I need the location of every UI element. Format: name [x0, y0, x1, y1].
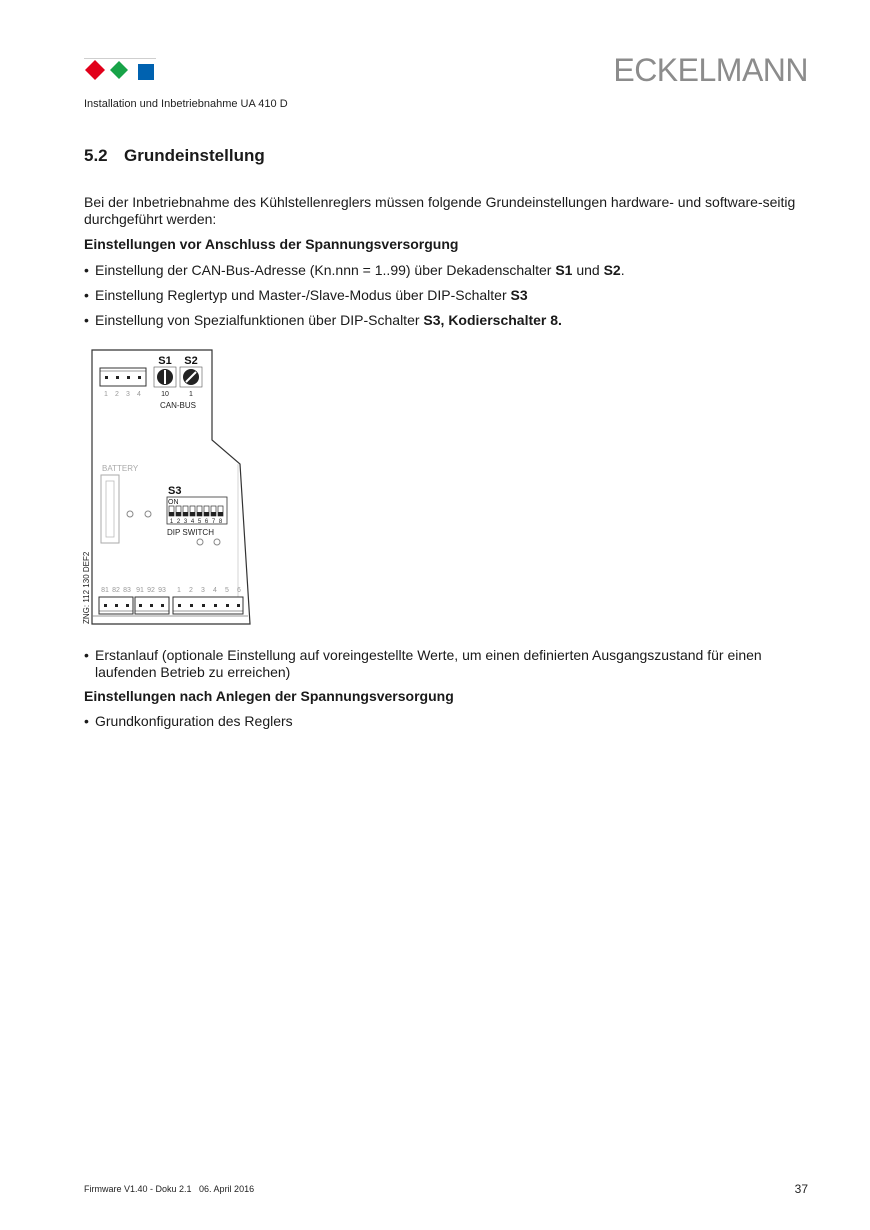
- list-item-bold: S3, Kodierschalter 8.: [423, 312, 562, 328]
- list-item: [84, 262, 804, 279]
- dip-number: 1: [169, 519, 174, 525]
- list-item-text: Einstellung der CAN-Bus-Adresse (Kn.nnn = 1..99) über Dekadenschalter: [95, 262, 556, 278]
- pin-label: 82: [112, 587, 120, 594]
- bullet-icon: •: [84, 713, 89, 729]
- list-item: [84, 713, 804, 730]
- pin-label: 92: [147, 587, 155, 594]
- pin-label: 1: [177, 587, 181, 594]
- battery-label: BATTERY: [102, 464, 139, 473]
- list-item-text: Einstellung von Spezialfunktionen über DIP-Schalter: [95, 312, 424, 328]
- page-number: 37: [794, 1182, 808, 1196]
- bullet-icon: •: [84, 287, 89, 303]
- dip-number: 2: [176, 519, 181, 525]
- list-item-bold: S3: [510, 287, 528, 303]
- pin-label: 6: [237, 587, 241, 594]
- list-item-text: und: [572, 262, 604, 278]
- terminal-block-icon: [135, 597, 169, 614]
- s1-rotary-switch-icon: [154, 367, 176, 387]
- terminal-block-icon: [173, 597, 243, 614]
- list-item-text: Grundkonfiguration des Reglers: [95, 713, 293, 729]
- list-item-text: Einstellung Reglertyp und Master-/Slave-Modus über DIP-Schalter: [95, 287, 511, 303]
- section-heading: [84, 146, 265, 166]
- list-item-text: Erstanlauf (optionale Einstellung auf voreingestellte Werte, um einen definierten Ausgangszustand für einen laufenden Betrieb zu erreichen): [95, 647, 762, 680]
- brand-wordmark: ECKELMANN: [613, 52, 808, 88]
- intro-paragraph: Bei der Inbetriebnahme des Kühlstellenreglers müssen folgende Grundeinstellungen hardware- und software-seitig durchgeführt werden:: [84, 194, 796, 227]
- pin-label: 3: [126, 391, 130, 398]
- dip-number: 4: [190, 519, 195, 525]
- s2-value: 1: [189, 391, 193, 398]
- can-bus-label: CAN-BUS: [159, 401, 197, 410]
- list-item-text: .: [620, 262, 625, 278]
- dip-switch-label: DIP SWITCH: [167, 528, 214, 537]
- list-item-bold: S1: [555, 262, 573, 278]
- pin-label: 83: [123, 587, 131, 594]
- controller-board-figure: [80, 346, 260, 628]
- section-number: 5.2: [84, 146, 108, 165]
- pin-label: 5: [225, 587, 229, 594]
- bullet-icon: •: [84, 262, 89, 278]
- pin-label: 4: [213, 587, 217, 594]
- pin-label: 4: [137, 391, 141, 398]
- pin-label: 91: [136, 587, 144, 594]
- block2-heading: Einstellungen nach Anlegen der Spannungsversorgung: [84, 688, 454, 704]
- pin-label: 2: [115, 391, 119, 398]
- s2-label: S2: [184, 355, 198, 367]
- pin-label: 93: [158, 587, 166, 594]
- dip-number: 6: [204, 519, 209, 525]
- list-item: [84, 312, 804, 329]
- drawing-id: ZNG: 112 130 DEF2: [82, 551, 91, 624]
- block1-heading: Einstellungen vor Anschluss der Spannungsversorgung: [84, 236, 459, 252]
- pin-label: 81: [101, 587, 109, 594]
- pin-label: 1: [104, 391, 108, 398]
- section-title: Grundeinstellung: [124, 146, 265, 165]
- dip-number: 5: [197, 519, 202, 525]
- footer-version: Firmware V1.40 - Doku 2.1 06. April 2016: [84, 1184, 255, 1194]
- s3-label: S3: [168, 485, 182, 497]
- bullet-icon: •: [84, 647, 89, 663]
- list-item-bold: S2: [603, 262, 621, 278]
- s1-label: S1: [158, 355, 172, 367]
- s2-rotary-switch-icon: [180, 367, 202, 387]
- pin-label: 2: [189, 587, 193, 594]
- terminal-block-icon: [99, 597, 133, 614]
- pin-label: 3: [201, 587, 205, 594]
- list-item: [84, 647, 804, 681]
- dip-number: 3: [183, 519, 188, 525]
- dip-number: 7: [211, 519, 216, 525]
- document-subtitle: Installation und Inbetriebnahme UA 410 D: [84, 98, 288, 110]
- dip-number: 8: [218, 519, 223, 525]
- bullet-icon: •: [84, 312, 89, 328]
- eckelmann-logo-icon: [84, 58, 156, 82]
- s1-value: 10: [161, 391, 169, 398]
- dip-on-label: ON: [168, 499, 179, 506]
- list-item: [84, 287, 804, 304]
